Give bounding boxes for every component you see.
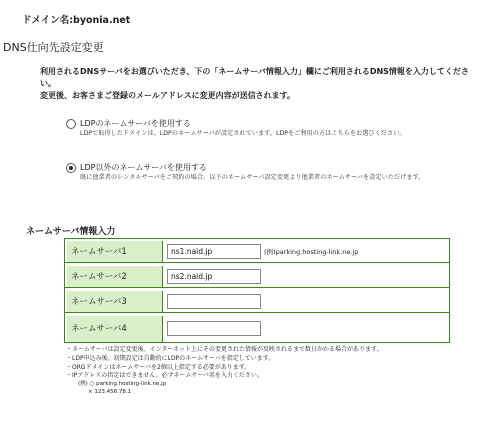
note-item: ・ LDP申込み後、初期設定は自動的にLDPのネームサーバを指定しています。 [66, 355, 476, 364]
nameserver-row-1 [65, 241, 449, 263]
nameserver-4-input[interactable] [167, 321, 261, 336]
nameserver-row-2 [65, 266, 449, 288]
note-item: ・ ORGドメインはネームサーバを2個以上指定する必要があります。 [66, 364, 476, 373]
option-other-nameserver-description: 既に他業者のレンタルサーバをご契約の場合、以下のネームサーバ設定変更より他業者のネームサーバを設定いただけます。 [80, 174, 425, 181]
row-divider [162, 291, 163, 312]
nameserver-1-label: ネームサーバ1 [67, 241, 162, 262]
row-divider [162, 241, 163, 262]
note-item: ・ ネームサーバは設定変更後、インターネット上にその変更された情報が反映されるまで数日かかる場合があります。 [66, 346, 476, 355]
note-example-label: (例) [78, 381, 88, 388]
page-title: DNS仕向先設定変更 [3, 41, 104, 54]
domain-name-label: ドメイン名:byonia.net [22, 15, 131, 26]
intro-text [40, 66, 480, 102]
note-item: ・ IPアドレスの指定はできません。必ずネームサーバ名を入力ください。 [66, 372, 476, 381]
nameserver-table [64, 238, 450, 343]
intro-line-1: 利用されるDNSサーバをお選びいただき、下の「ネームサーバ情報入力」欄にご利用されるDNS情報を入力してください。 [40, 67, 469, 88]
nameserver-4-label: ネームサーバ4 [67, 316, 162, 342]
nameserver-3-label: ネームサーバ3 [67, 291, 162, 312]
option-other-nameserver-label[interactable]: LDP以外のネームサーバを使用する [80, 163, 207, 172]
notes [66, 346, 476, 396]
nameserver-row-4 [65, 316, 449, 342]
nameserver-3-input[interactable] [167, 294, 261, 309]
note-example-bad: × 123.456.78.1 [88, 388, 132, 395]
intro-line-2: 変更後、お客さまご登録のメールアドレスに変更内容が送信されます。 [40, 91, 295, 100]
nameserver-1-input[interactable] [167, 244, 261, 259]
nameserver-2-label: ネームサーバ2 [67, 266, 162, 287]
note-example-good: ○ parking.hosting-link.ne.jp [89, 381, 167, 388]
nameserver-section-title: ネームサーバ情報入力 [26, 227, 116, 237]
note-example [66, 381, 476, 396]
nameserver-2-input[interactable] [167, 269, 261, 284]
option-ldp-nameserver-label[interactable]: LDPのネームサーバを使用する [80, 119, 191, 128]
row-divider [162, 316, 163, 342]
notes-list [66, 346, 476, 381]
option-ldp-nameserver-description: LDPで取得したドメインは、LDPのネームサーバが設定されています。LDPをご利用の方はこちらをお選びください。 [80, 130, 406, 137]
nameserver-1-example: (例)parking.hosting-link.ne.jp [264, 248, 359, 256]
radio-other-nameserver[interactable] [66, 163, 76, 173]
nameserver-row-3 [65, 291, 449, 313]
radio-ldp-nameserver[interactable] [66, 119, 76, 129]
row-divider [162, 266, 163, 287]
